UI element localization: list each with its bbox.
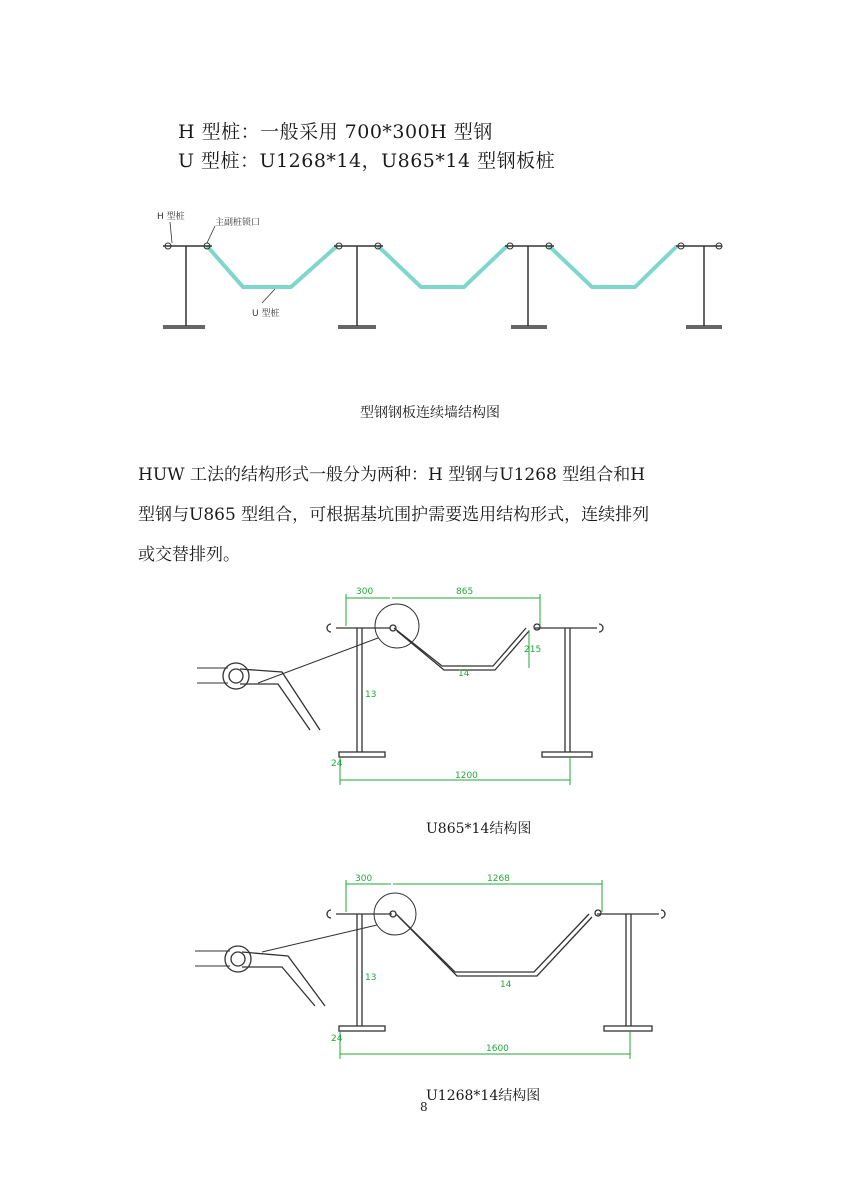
dim-13: 13 xyxy=(365,690,377,700)
dim-1600: 1600 xyxy=(486,1044,509,1054)
dim-1200: 1200 xyxy=(455,771,478,781)
paragraph-line-1: HUW 工法的结构形式一般分为两种：H 型钢与U1268 型组合和H xyxy=(138,465,646,485)
dim-300: 300 xyxy=(355,874,373,884)
dim-14: 14 xyxy=(500,980,512,990)
label-h-pile: H 型桩 xyxy=(157,212,185,222)
page-number: 8 xyxy=(420,1100,428,1114)
label-lock: 主副桩锁口 xyxy=(215,218,261,228)
caption-figure2: U865*14结构图 xyxy=(426,821,532,837)
paragraph-line-3: 或交替排列。 xyxy=(138,545,240,565)
text-line-u-pile: U 型桩：U1268*14，U865*14 型钢板桩 xyxy=(178,150,556,172)
dim-24: 24 xyxy=(331,759,343,769)
dim-1268: 1268 xyxy=(487,874,510,884)
caption-figure3: U1268*14结构图 xyxy=(426,1088,541,1104)
text-line-h-pile: H 型桩：一般采用 700*300H 型钢 xyxy=(178,121,493,143)
dim-865: 865 xyxy=(456,587,474,597)
dim-300: 300 xyxy=(356,587,374,597)
dim-215: 215 xyxy=(524,645,542,655)
dim-24: 24 xyxy=(331,1034,343,1044)
label-u-pile: U 型桩 xyxy=(252,309,280,319)
paragraph-line-2: 型钢与U865 型组合，可根据基坑围护需要选用结构形式，连续排列 xyxy=(138,505,650,525)
caption-figure1: 型钢钢板连续墙结构图 xyxy=(360,405,500,421)
dim-13: 13 xyxy=(365,973,377,983)
dim-14: 14 xyxy=(458,669,470,679)
